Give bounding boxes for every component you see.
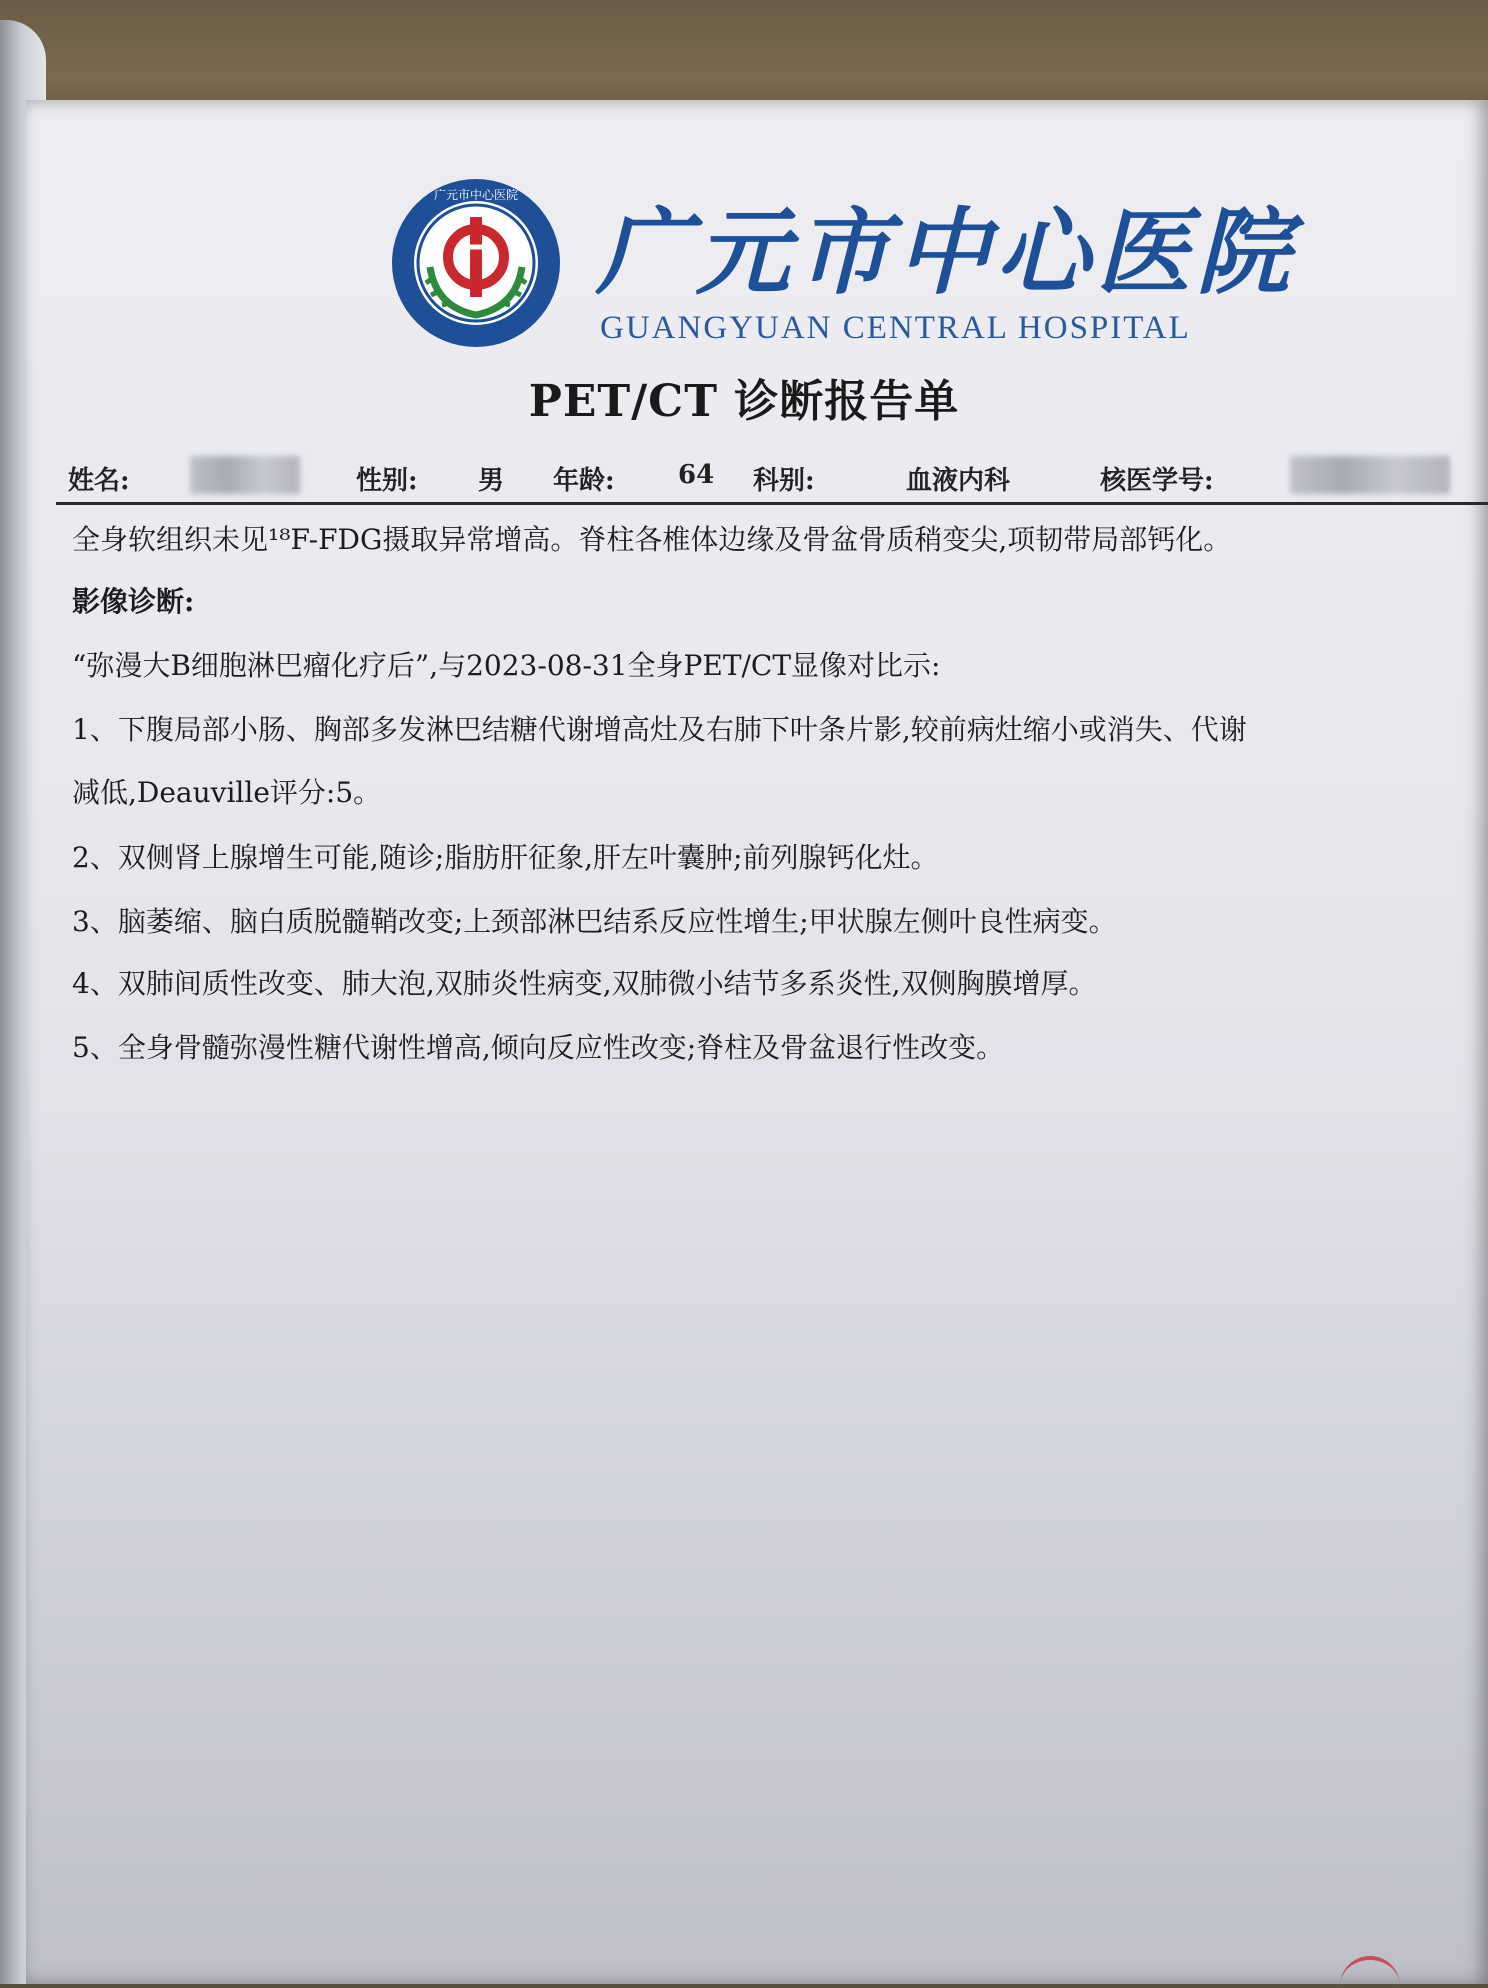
name-redacted [190,456,300,494]
hospital-name-cn: 广元市中心医院 [596,198,1297,308]
report-title: PET/CT 诊断报告单 [528,376,960,427]
nuclear-id-label: 核医学号: [1100,466,1214,496]
nuclear-id-redacted [1290,456,1450,494]
findings-text: 全身软组织未见¹⁸F-FDG摄取异常增高。脊柱各椎体边缘及骨盆骨质稍变尖,项韧带局部钙化。 [72,523,1232,556]
patient-info-row [68,460,1488,498]
dept-label: 科别: [753,466,815,496]
diagnosis-item: 2、双侧肾上腺增生可能,随诊;脂肪肝征象,肝左叶囊肿;前列腺钙化灶。 [72,841,939,874]
dept-value: 血液内科 [906,466,1011,496]
logo-ring-text: 广元市中心医院 [433,188,519,202]
gender-value: 男 [478,466,505,496]
diagnosis-item: 3、脑萎缩、脑白质脱髓鞘改变;上颈部淋巴结系反应性增生;甲状腺左侧叶良性病变。 [72,905,1117,938]
hospital-header [380,175,1297,350]
hospital-logo-icon [390,177,562,349]
hospital-name-en: GUANGYUAN CENTRAL HOSPITAL [600,310,1191,346]
age-value: 64 [678,460,715,490]
diagnosis-intro: “弥漫大B细胞淋巴瘤化疗后”,与2023-08-31全身PET/CT显像对比示: [72,649,941,682]
age-label: 年龄: [553,466,615,496]
desk-background [0,0,1488,110]
diagnosis-item: 1、下腹局部小肠、胸部多发淋巴结糖代谢增高灶及右肺下叶条片影,较前病灶缩小或消失、代谢 [72,713,1247,746]
diagnosis-item: 减低,Deauville评分:5。 [72,776,382,809]
diagnosis-item: 4、双肺间质性改变、肺大泡,双肺炎性病变,双肺微小结节多系炎性,双侧胸膜增厚。 [72,967,1097,1000]
gender-label: 性别: [356,466,418,496]
diagnosis-heading: 影像诊断: [72,585,195,618]
name-label: 姓名: [68,466,130,496]
header-divider [56,502,1488,505]
page-shadow [26,1100,1488,1984]
diagnosis-item: 5、全身骨髓弥漫性糖代谢性增高,倾向反应性改变;脊柱及骨盆退行性改变。 [72,1031,1005,1064]
